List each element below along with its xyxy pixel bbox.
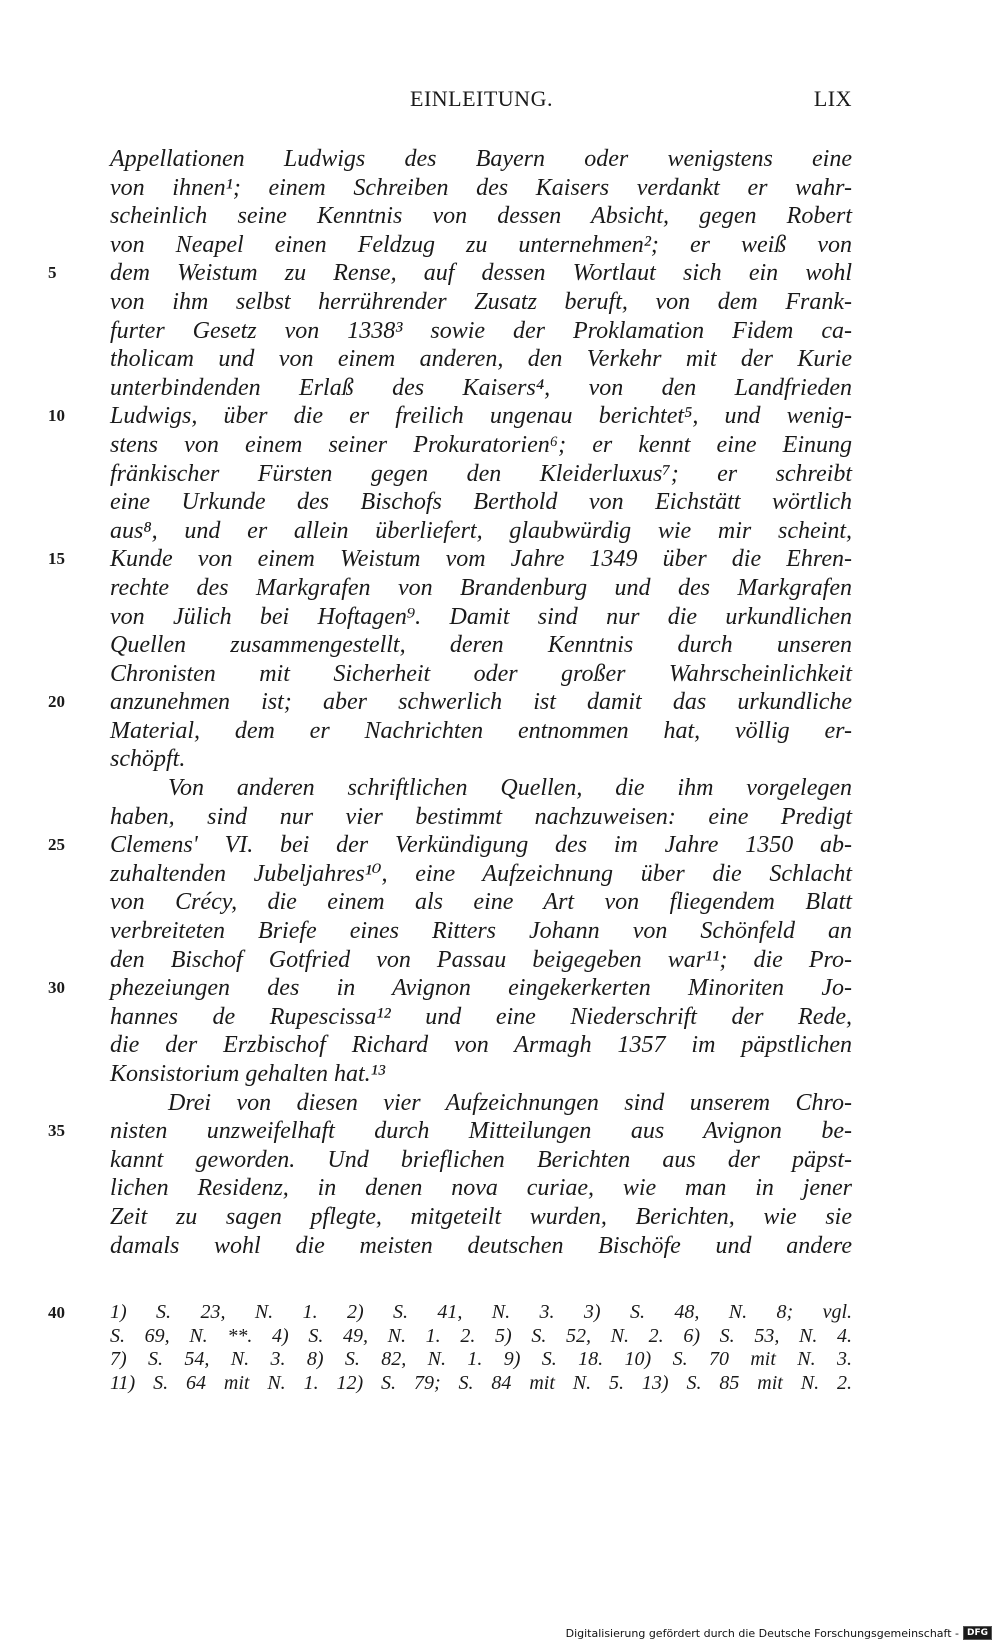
text-line [110, 574, 852, 603]
line-number: 5 [48, 263, 57, 283]
text-line [48, 402, 852, 431]
text-line [110, 603, 852, 632]
text-line [48, 545, 852, 574]
text-line [110, 946, 852, 975]
line-text: damals wohl die meisten deutschen Bischöfe und andere [110, 1232, 852, 1259]
line-text: schöpft. [110, 746, 186, 773]
footnote-line [48, 1301, 852, 1325]
line-number: 30 [48, 978, 65, 998]
text-line [110, 174, 852, 203]
line-text: von Crécy, die einem als eine Art von fliegendem Blatt [110, 889, 852, 916]
line-number: 20 [48, 692, 65, 712]
line-text: zuhaltenden Jubeljahres¹⁰, eine Aufzeichnung über die Schlacht [110, 860, 852, 887]
text-line [48, 688, 852, 717]
line-text: Clemens' VI. bei der Verkündigung des im Jahre 1350 ab- [110, 832, 852, 859]
credit-text: Digitalisierung gefördert durch die Deutsche Forschungsgemeinschaft - [565, 1626, 959, 1640]
text-line [110, 803, 852, 832]
line-number: 40 [48, 1303, 65, 1322]
line-text: Ludwigs, über die er freilich ungenau berichtet⁵, und wenig- [110, 403, 852, 430]
footnote-text: 1) S. 23, N. 1. 2) S. 41, N. 3. 3) S. 48, N. 8; vgl. [110, 1301, 852, 1323]
line-text: von Jülich bei Hoftagen⁹. Damit sind nur die urkundlichen [110, 603, 852, 630]
text-line [110, 517, 852, 546]
line-text: aus⁸, und er allein überliefert, glaubwürdig wie mir scheint, [110, 517, 852, 544]
line-number: 25 [48, 835, 65, 855]
text-line [110, 345, 852, 374]
text-line [110, 1174, 852, 1203]
line-text: phezeiungen des in Avignon eingekerkerten Minoriten Jo- [110, 975, 852, 1002]
line-text: dem Weistum zu Rense, auf dessen Wortlaut sich ein wohl [110, 260, 852, 287]
line-text: stens von einem seiner Prokuratorien⁶; er kennt eine Einung [110, 431, 852, 458]
line-text: fränkischer Fürsten gegen den Kleiderluxus⁷; er schreibt [110, 460, 852, 487]
text-line [110, 1146, 852, 1175]
footnote-text: 11) S. 64 mit N. 1. 12) S. 79; S. 84 mit N. 5. 13) S. 85 mit N. 2. [110, 1371, 852, 1394]
line-text: hannes de Rupescissa¹² und eine Niederschrift der Rede, [110, 1003, 852, 1030]
text-line [48, 974, 852, 1003]
text-line [110, 1232, 852, 1261]
text-line [48, 1117, 852, 1146]
line-text: Drei von diesen vier Aufzeichnungen sind unserem Chro- [168, 1089, 852, 1116]
line-text: lichen Residenz, in denen nova curiae, wie man in jener [110, 1175, 852, 1202]
line-text: die der Erzbischof Richard von Armagh 1357 im päpstlichen [110, 1032, 852, 1059]
text-line [110, 431, 852, 460]
line-number: 15 [48, 549, 65, 569]
text-line [110, 231, 852, 260]
text-line [110, 660, 852, 689]
footnote-text: S. 69, N. **. 4) S. 49, N. 1. 2. 5) S. 52, N. 2. 6) S. 53, N. 4. [110, 1324, 852, 1347]
text-line [110, 860, 852, 889]
text-line [110, 774, 852, 803]
text-line [110, 717, 852, 746]
line-text: Konsistorium gehalten hat.¹³ [110, 1061, 386, 1087]
line-number: 35 [48, 1121, 65, 1141]
line-text: Material, dem er Nachrichten entnommen hat, völlig er- [110, 717, 852, 744]
page-number: LIX [813, 86, 852, 111]
text-line [110, 460, 852, 489]
text-line [110, 1060, 852, 1089]
line-text: scheinlich seine Kenntnis von dessen Absicht, gegen Robert [110, 203, 852, 230]
text-line [110, 488, 852, 517]
line-text: von ihnen¹; einem Schreiben des Kaisers verdankt er wahr- [110, 174, 852, 201]
line-text: unterbindenden Erlaß des Kaisers⁴, von den Landfrieden [110, 374, 852, 401]
footnote-line [110, 1325, 852, 1349]
line-number: 10 [48, 406, 65, 426]
footnotes [48, 1301, 852, 1395]
text-line [110, 288, 852, 317]
line-text: Kunde von einem Weistum vom Jahre 1349 über die Ehren- [110, 546, 852, 573]
text-line [110, 202, 852, 231]
footnote-line [110, 1372, 852, 1396]
text-line [48, 259, 852, 288]
text-line [110, 145, 852, 174]
line-text: verbreiteten Briefe eines Ritters Johann von Schönfeld an [110, 918, 852, 945]
line-text: haben, sind nur vier bestimmt nachzuweisen: eine Predigt [110, 803, 852, 830]
text-line [110, 888, 852, 917]
text-line [110, 1031, 852, 1060]
text-line [110, 631, 852, 660]
line-text: Zeit zu sagen pflegte, mitgeteilt wurden, Berichten, wie sie [110, 1203, 852, 1230]
text-line [110, 917, 852, 946]
text-line [110, 1203, 852, 1232]
line-text: tholicam und von einem anderen, den Verkehr mit der Kurie [110, 346, 852, 373]
text-line [110, 317, 852, 346]
line-text: furter Gesetz von 1338³ sowie der Proklamation Fidem ca- [110, 317, 852, 344]
running-header [110, 86, 852, 116]
line-text: nisten unzweifelhaft durch Mitteilungen aus Avignon be- [110, 1118, 852, 1145]
main-text [48, 145, 852, 1260]
digitization-credit [566, 1626, 992, 1640]
text-line [110, 745, 852, 774]
line-text: den Bischof Gotfried von Passau beigegeben war¹¹; die Pro- [110, 946, 852, 973]
line-text: Quellen zusammengestellt, deren Kenntnis durch unseren [110, 632, 852, 659]
line-text: Appellationen Ludwigs des Bayern oder wenigstens eine [110, 146, 852, 172]
dfg-logo: DFG [963, 1626, 992, 1640]
text-line [110, 1003, 852, 1032]
text-line [48, 831, 852, 860]
text-line [110, 1089, 852, 1118]
line-text: anzunehmen ist; aber schwerlich ist damit das urkundliche [110, 689, 852, 716]
line-text: eine Urkunde des Bischofs Berthold von Eichstätt wörtlich [110, 489, 852, 516]
text-line [110, 374, 852, 403]
line-text: kannt geworden. Und brieflichen Berichten aus der päpst- [110, 1146, 852, 1173]
line-text: rechte des Markgrafen von Brandenburg und des Markgrafen [110, 574, 852, 601]
running-title: EINLEITUNG. [410, 86, 553, 111]
line-text: Chronisten mit Sicherheit oder großer Wahrscheinlichkeit [110, 660, 852, 687]
footnote-text: 7) S. 54, N. 3. 8) S. 82, N. 1. 9) S. 18. 10) S. 70 mit N. 3. [110, 1348, 852, 1370]
line-text: von ihm selbst herrührender Zusatz beruft, von dem Frank- [110, 288, 852, 315]
line-text: Von anderen schriftlichen Quellen, die ihm vorgelegen [168, 775, 852, 802]
footnote-line [110, 1348, 852, 1372]
line-text: von Neapel einen Feldzug zu unternehmen²; er weiß von [110, 231, 852, 258]
